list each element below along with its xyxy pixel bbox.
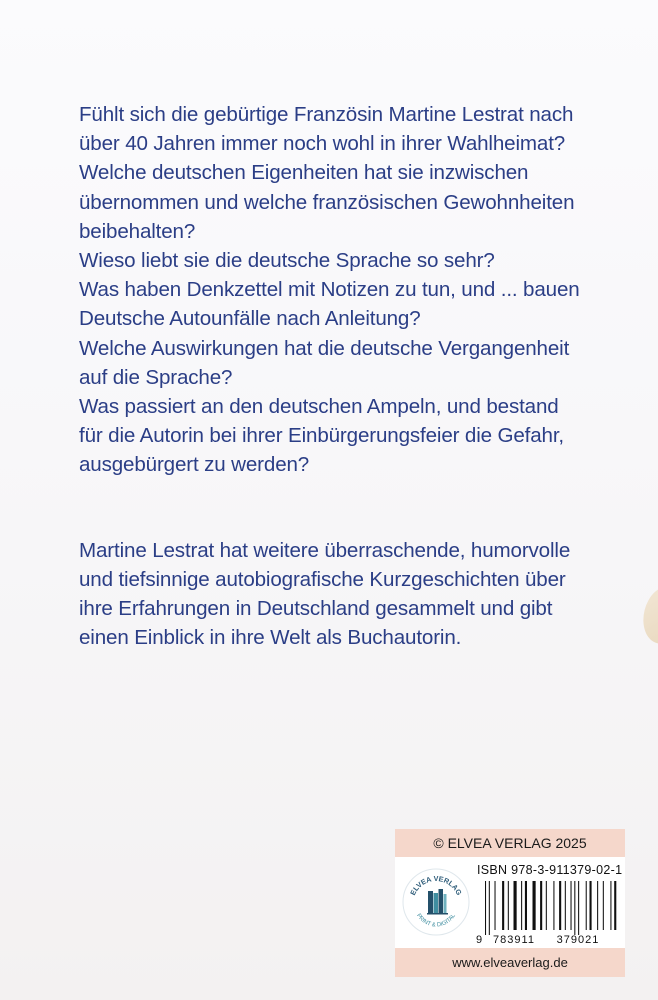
website-band (395, 948, 625, 977)
copyright-text: © ELVEA VERLAG 2025 (433, 835, 587, 851)
blurb-line: übernommen und welche französischen Gewohnheiten (79, 190, 575, 214)
barcode-bar (521, 881, 522, 930)
blurb-line: Was passiert an den deutschen Ampeln, und bestand (79, 395, 559, 419)
barcode-bar (571, 881, 572, 930)
barcode-bar (533, 881, 536, 930)
logo-top-text: ELVEA VERLAG (408, 874, 464, 897)
imprint-box (395, 829, 625, 977)
blurb-line: Deutsche Autounfälle nach Anleitung? (79, 307, 421, 331)
barcode-bar (586, 881, 587, 930)
isbn-label: ISBN 978-3-911379-02-1 (477, 863, 623, 877)
barcode-bar (525, 881, 527, 930)
barcode-bar (485, 881, 486, 935)
blurb-paragraph-2 (79, 536, 599, 653)
barcode-bars (485, 881, 616, 935)
website-text: www.elveaverlag.de (452, 955, 568, 970)
barcode-bar (603, 881, 604, 930)
barcode-bar (540, 881, 542, 930)
barcode-bar (597, 881, 598, 930)
blurb-text (79, 100, 599, 652)
blurb-line: Was haben Denkzettel mit Notizen zu tun, und ... bauen (79, 278, 580, 302)
blurb-line: ihre Erfahrungen in Deutschland gesammelt und gibt (79, 597, 553, 621)
barcode-bar (578, 881, 579, 935)
blurb-line: Fühlt sich die gebürtige Französin Martine Lestrat nach (79, 103, 574, 126)
blurb-paragraph-1 (79, 100, 599, 480)
barcode-bar (614, 881, 616, 930)
barcode-bar (565, 881, 566, 930)
isbn-barcode (475, 881, 621, 945)
barcode-bar (553, 881, 554, 930)
blurb-line: Wieso liebt sie die deutsche Sprache so sehr? (79, 249, 495, 273)
barcode-bar (590, 881, 592, 930)
barcode-left-digits: 783911 (493, 934, 535, 945)
publisher-logo (401, 867, 471, 937)
barcode-bar (546, 881, 547, 930)
barcode-bar (502, 881, 504, 930)
copyright-band (395, 829, 625, 857)
blurb-line: ausgebürgert zu werden? (79, 453, 310, 477)
barcode-bar (574, 881, 575, 935)
isbn-area (395, 857, 625, 948)
barcode-bar (514, 881, 517, 930)
barcode-bar (559, 881, 561, 930)
blurb-line: Welche Auswirkungen hat die deutsche Vergangenheit (79, 336, 570, 360)
blurb-line: Martine Lestrat hat weitere überraschende, humorvolle (79, 538, 571, 562)
barcode-bar (508, 881, 509, 930)
barcode-first-digit: 9 (476, 934, 483, 945)
blurb-line: Welche deutschen Eigenheiten hat sie inzwischen (79, 161, 529, 185)
blurb-line: über 40 Jahren immer noch wohl in ihrer Wahlheimat? (79, 132, 566, 156)
blurb-line: und tiefsinnige autobiografische Kurzgeschichten über (79, 567, 566, 591)
barcode-right-digits: 379021 (556, 934, 600, 945)
barcode-bar (489, 881, 490, 935)
barcode-bar (495, 881, 496, 930)
logo-bottom-text: PRINT & DIGITAL (415, 912, 457, 929)
blurb-line: für die Autorin bei ihrer Einbürgerungsfeier die Gefahr, (79, 424, 564, 448)
blurb-line: auf die Sprache? (79, 365, 233, 389)
blurb-line: beibehalten? (79, 219, 196, 243)
blurb-line: einen Einblick in ihre Welt als Buchautorin. (79, 626, 462, 650)
barcode-bar (610, 881, 611, 930)
